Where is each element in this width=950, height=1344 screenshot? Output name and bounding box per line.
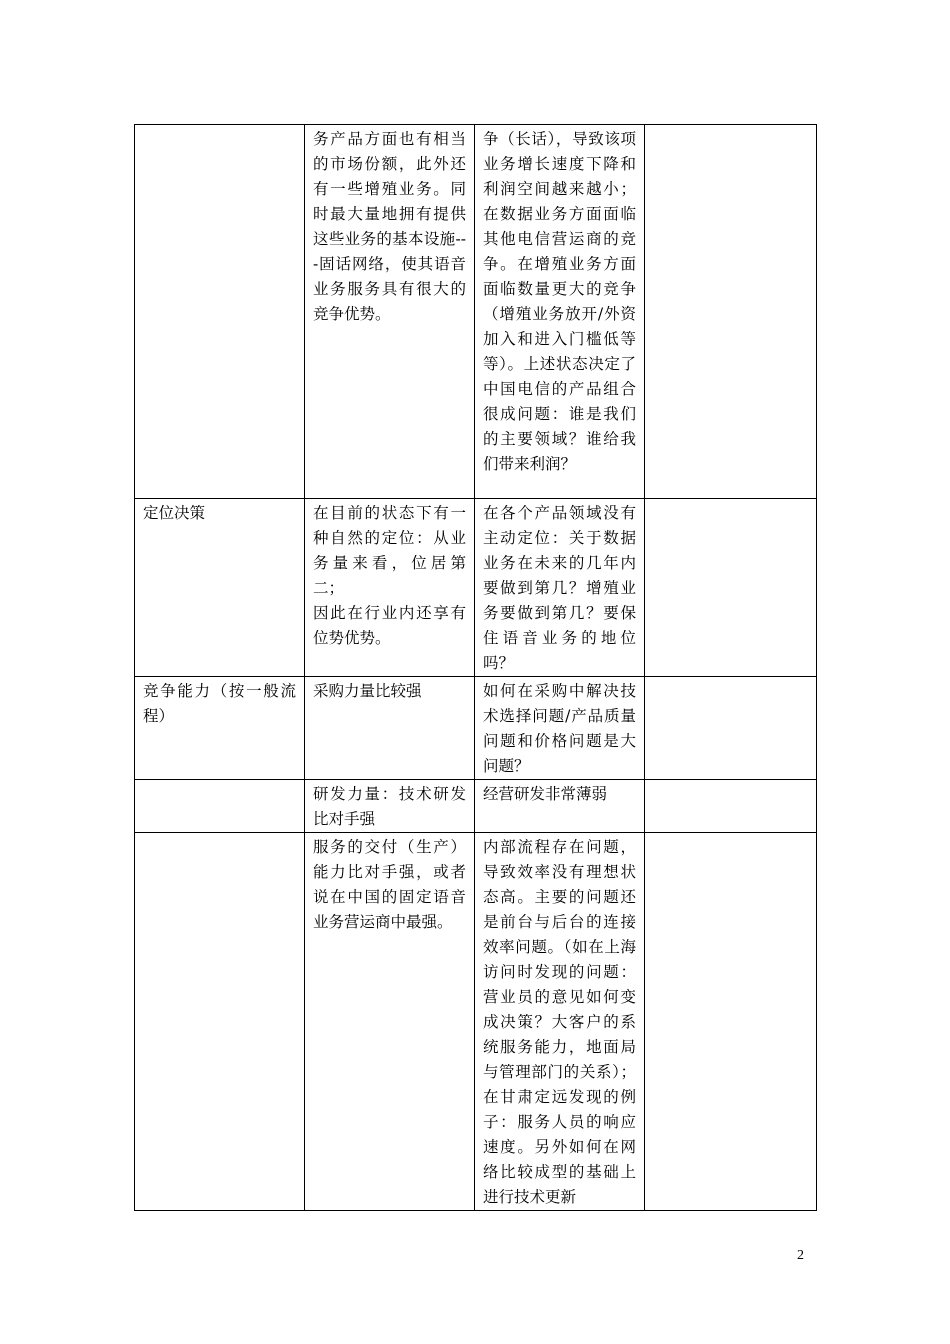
cell-text: 服务的交付（生产）能力比对手强，或者说在中国的固定语音业务营运商中最强。 [313,838,466,931]
cell-text: 经营研发非常薄弱 [483,785,608,803]
page-number: 2 [797,1248,804,1263]
analysis-table [134,124,817,1211]
cell-text: 务产品方面也有相当的市场份额，此外还有一些增殖业务。同时最大量地拥有提供这些业务的基本设施---固话网络，使其语音业务服务具有很大的竞争优势。 [313,130,466,323]
table-row [135,677,817,780]
table-cell [305,677,475,780]
table-cell [135,125,305,499]
table-cell [645,833,817,1211]
table-row [135,125,817,499]
table-cell [645,125,817,499]
table-cell [135,499,305,677]
cell-text: 在目前的状态下有一种自然的定位：从业务量来看，位居第二； 因此在行业内还享有位势优势。 [313,504,466,647]
table-row [135,833,817,1211]
table-cell [305,499,475,677]
table-cell [135,780,305,833]
table-cell [135,833,305,1211]
table-cell [305,125,475,499]
table-row [135,780,817,833]
table-cell [645,780,817,833]
table-row [135,499,817,677]
cell-text: 定位决策 [143,504,206,522]
table-cell [475,499,645,677]
cell-text: 研发力量：技术研发比对手强 [313,785,466,828]
table-cell [475,833,645,1211]
table-cell [475,677,645,780]
table-cell [135,677,305,780]
table-cell [305,833,475,1211]
table-cell [475,780,645,833]
table-cell [305,780,475,833]
cell-text: 内部流程存在问题，导致效率没有理想状态高。主要的问题还是前台与后台的连接效率问题。（如在上海访问时发现的问题：营业员的意见如何变成决策？大客户的系统服务能力，地面局与管理部门的关系）；在甘肃定远发现的例子：服务人员的响应速度。另外如何在网络比较成型的基础上进行技术更新 [483,838,636,1206]
table-cell [475,125,645,499]
cell-text: 如何在采购中解决技术选择问题/产品质量问题和价格问题是大问题？ [483,682,636,775]
cell-text: 争（长话），导致该项业务增长速度下降和利润空间越来越小；在数据业务方面面临其他电信营运商的竞争。在增殖业务方面面临数量更大的竞争（增殖业务放开/外资加入和进入门槛低等等）。上述状态决定了中国电信的产品组合很成问题：谁是我们的主要领域？谁给我们带来利润？ [483,130,636,473]
cell-text: 采购力量比较强 [313,682,422,700]
cell-text: 竞争能力（按一般流程） [143,682,296,725]
table-cell [645,499,817,677]
cell-text: 在各个产品领域没有主动定位：关于数据业务在未来的几年内要做到第几？增殖业务要做到第几？要保住语音业务的地位吗？ [483,504,636,672]
table-cell [645,677,817,780]
